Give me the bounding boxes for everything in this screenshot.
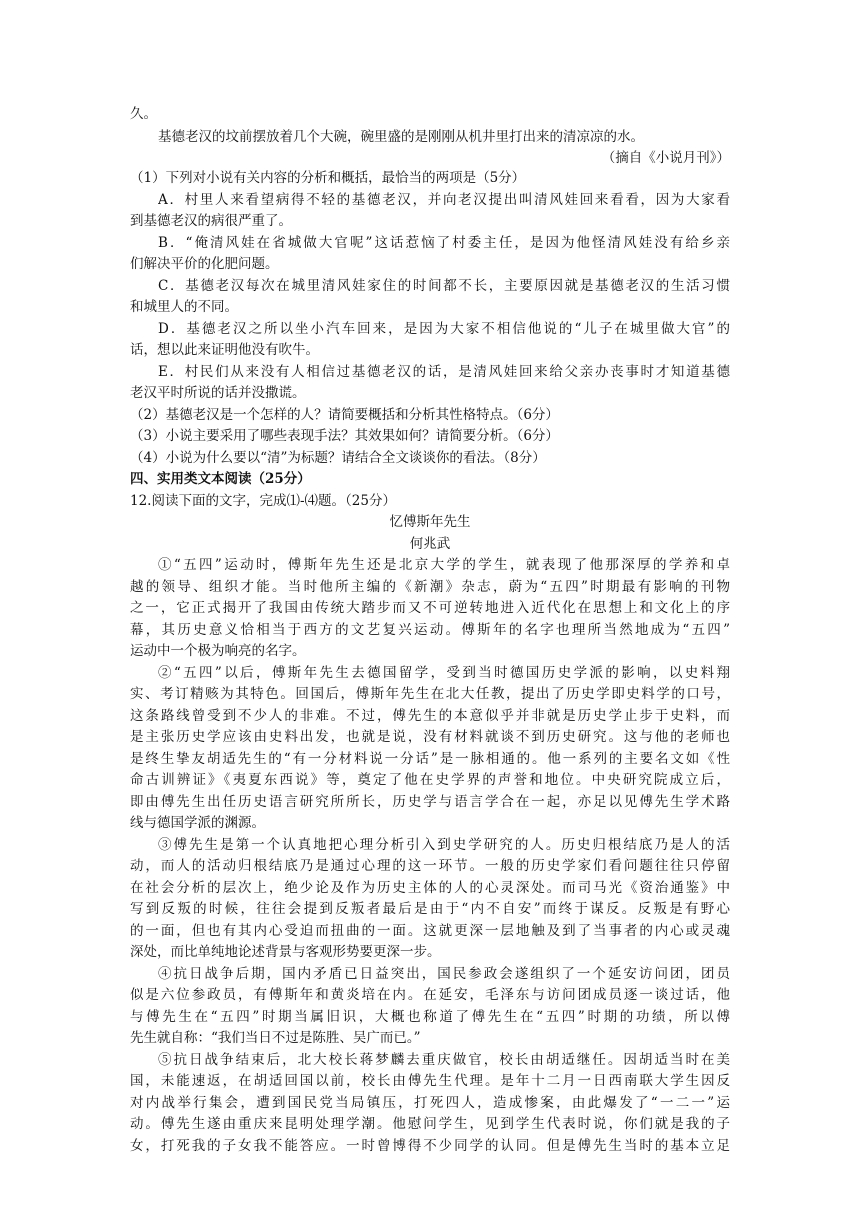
paragraph-5-line: 动。傅先生遂由重庆来昆明处理学潮。他慰问学生，见到学生代表时说，你们就是我的子: [130, 1116, 730, 1132]
paragraph-1-line: 幕，其历史意义恰相当于西方的文艺复兴运动。傅斯年的名字也理所当然地成为“五四”: [130, 622, 730, 638]
paragraph-3-line: ③傅先生是第一个认真地把心理分析引入到史学研究的人。历史归根结底乃是人的活: [158, 837, 730, 853]
text-line: 到基德老汉的病很严重了。: [130, 213, 292, 229]
paragraph-5-line: 对内战举行集会，遭到国民党当局镇压，打死四人，造成惨案，由此爆发了“一二一”运: [130, 1095, 730, 1111]
text-line: 老汉平时所说的话并没撒谎。: [130, 385, 306, 401]
paragraph-5-line: 女，打死我的子女我不能答应。一时曾博得不少同学的认同。但是傅先生当时的基本立足: [130, 1138, 730, 1154]
question-3: （3）小说主要采用了哪些表现手法？其效果如何？请简要分析。（6分）: [130, 428, 559, 444]
paragraph-5-line: 国，未能速返，在胡适回国以前，校长由傅先生代理。是年十二月一日西南联大学生因反: [130, 1073, 730, 1089]
paragraph-2-line: 线与德国学派的渊源。: [130, 815, 265, 831]
paragraph-5-line: ⑤抗日战争结束后，北大校长蒋梦麟去重庆做官，校长由胡适继任。因胡适当时在美: [158, 1052, 730, 1068]
text-line: 基德老汉的坟前摆放着几个大碗，碗里盛的是刚刚从机井里打出来的清凉凉的水。: [158, 129, 644, 145]
text-line: 话，想以此来证明他没有吹牛。: [130, 342, 319, 358]
option-e: E．村民们从来没有人相信过基德老汉的话，是清风娃回来给父亲办丧事时才知道基德: [158, 364, 730, 380]
paragraph-3-line: 深处，而比单纯地论述背景与客观形势要更深一步。: [130, 944, 441, 960]
paragraph-1-line: 运动中一个极为响亮的名字。: [130, 643, 306, 659]
paragraph-4-line: 先生就自称：“我们当日不过是陈胜、吴广而已。”: [130, 1030, 421, 1046]
paragraph-1-line: 之一，它正式揭开了我国由传统大踏步而又不可逆转地进入近代化在思想上和文化上的序: [130, 600, 730, 616]
paragraph-4-line: 与傅先生在“五四”时期当属旧识，大概也称道了傅先生在“五四”时期的功绩，所以傅: [130, 1009, 730, 1025]
section-heading: 四、实用类文本阅读（25分）: [130, 471, 311, 487]
question-4: （4）小说为什么要以“清”为标题？请结合全文谈谈你的看法。（8分）: [130, 450, 546, 466]
paragraph-2-line: 命古训辨证》《夷夏东西说》等，奠定了他在史学界的声誉和地位。中央研究院成立后，: [130, 772, 730, 788]
question-2: （2）基德老汉是一个怎样的人？请简要概括和分析其性格特点。（6分）: [130, 407, 559, 423]
paragraph-3-line: 动，而人的活动归根结底乃是通过心理的这一环节。一般的历史学家们看问题往往只停留: [130, 858, 730, 874]
text-line: 久。: [130, 106, 157, 122]
paragraph-2-line: 实、考订精赅为其特色。回国后，傅斯年先生在北大任教，提出了历史学即史料学的口号，: [130, 686, 730, 702]
question-12: 12.阅读下面的文字，完成⑴-⑷题。（25分）: [130, 493, 396, 509]
paragraph-3-line: 的一面，但也有其内心受迫而扭曲的一面。这就更深一层地触及到了当事者的内心或灵魂: [130, 923, 730, 939]
option-b: B．“俺清风娃在省城做大官呢”这话惹恼了村委主任，是因为他怪清风娃没有给乡亲: [158, 235, 730, 251]
paragraph-3-line: 在社会分析的层次上，绝少论及作为历史主体的人的心灵深处。而司马光《资治通鉴》中: [130, 880, 730, 896]
text-line: 们解决平价的化肥问题。: [130, 256, 279, 272]
paragraph-1-line: 越的领导、组织才能。当时他所主编的《新潮》杂志，蔚为“五四”时期最有影响的刊物: [130, 579, 730, 595]
option-d: D．基德老汉之所以坐小汽车回来，是因为大家不相信他说的“儿子在城里做大官”的: [158, 321, 730, 337]
text-line: 和城里人的不同。: [130, 299, 238, 315]
paragraph-4-line: ④抗日战争后期，国内矛盾已日益突出，国民参政会遂组织了一个延安访问团，团员: [158, 966, 730, 982]
paragraph-4-line: 似是六位参政员，有傅斯年和黄炎培在内。在延安，毛泽东与访问团成员逐一谈过话，他: [130, 987, 730, 1003]
paragraph-2-line: 是终生挚友胡适先生的“有一分材料说一分话”是一脉相通的。他一系列的主要名文如《性: [130, 751, 730, 767]
question-1: （1）下列对小说有关内容的分析和概括，最恰当的两项是（5分）: [130, 170, 526, 186]
source-citation: （摘自《小说月刊》）: [601, 150, 730, 166]
article-author: 何兆武: [409, 536, 451, 552]
paragraph-2-line: 即由傅先生出任历史语言研究所所长，历史学与语言学合在一起，亦足以见傅先生学术路: [130, 794, 730, 810]
paragraph-2-line: ②“五四”以后，傅斯年先生去德国留学，受到当时德国历史学派的影响，以史料翔: [158, 665, 730, 681]
paragraph-3-line: 写到反叛的时候，往往会提到反叛者最后是由于“内不自安”而终于谋反。反叛是有野心: [130, 901, 730, 917]
paragraph-2-line: 这条路线曾受到不少人的非难。不过，傅先生的本意似乎并非就是历史学止步于史料，而: [130, 708, 730, 724]
paragraph-1-line: ①“五四”运动时，傅斯年先生还是北京大学的学生，就表现了他那深厚的学养和卓: [158, 557, 730, 573]
option-c: C．基德老汉每次在城里清风娃家住的时间都不长，主要原因就是基德老汉的生活习惯: [158, 278, 730, 294]
option-a: A．村里人来看望病得不轻的基德老汉，并向老汉提出叫清风娃回来看看，因为大家看: [158, 192, 730, 208]
paragraph-2-line: 是主张历史学应该由史料出发，也就是说，没有材料就谈不到历史研究。这与他的老师也: [130, 729, 730, 745]
article-title: 忆傅斯年先生: [389, 514, 471, 530]
